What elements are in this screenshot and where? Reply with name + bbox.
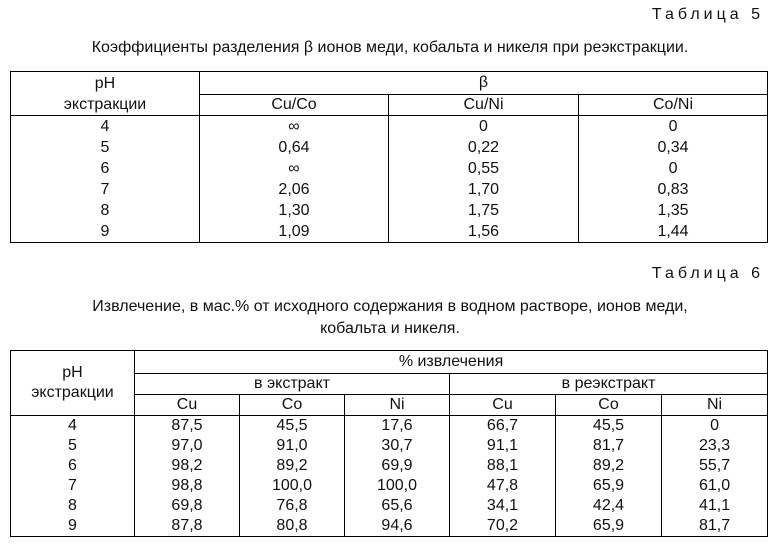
table5-cell: 1,44 — [579, 221, 768, 243]
table6-cell: 81,7 — [556, 436, 662, 456]
table6-cell: 42,4 — [556, 496, 662, 516]
table6-cell: 66,7 — [450, 416, 556, 437]
table5 — [10, 71, 768, 243]
table5-ph-header — [11, 72, 200, 116]
table6-cell: 17,6 — [345, 416, 450, 437]
table6-cell: 65,9 — [556, 516, 662, 537]
table6-caption-line2: кобальта и никеля. — [320, 320, 460, 337]
table6-cell: 87,8 — [135, 516, 240, 537]
table6-col-header: Cu — [135, 395, 240, 416]
table6-ph-header — [11, 351, 135, 416]
table6-cell: 45,5 — [240, 416, 345, 437]
table-row — [11, 158, 768, 179]
table6-cell: 98,8 — [135, 476, 240, 496]
table5-cell: 0,34 — [579, 137, 768, 158]
table5-cell: 0 — [389, 116, 579, 138]
table6-caption-line1: Извлечение, в мас.% от исходного содержания в водном растворе, ионов меди, — [92, 298, 688, 315]
table5-group-header: β — [200, 72, 768, 95]
table-row — [11, 496, 768, 516]
table-row — [11, 436, 768, 456]
table6-col-header: Ni — [662, 395, 768, 416]
table5-cell: 0,83 — [579, 179, 768, 200]
table6-cell: 98,2 — [135, 456, 240, 476]
table6-cell: 89,2 — [240, 456, 345, 476]
table6-cell: 0 — [662, 416, 768, 437]
table6-cell: 47,8 — [450, 476, 556, 496]
table6-cell: 97,0 — [135, 436, 240, 456]
table5-col-header: Cu/Ni — [389, 95, 579, 116]
table5-cell: 1,56 — [389, 221, 579, 243]
table5-cell: 1,75 — [389, 200, 579, 221]
table5-cell: 0 — [579, 116, 768, 138]
table6-cell: 81,7 — [662, 516, 768, 537]
table5-cell: 7 — [100, 181, 110, 198]
table6 — [10, 350, 768, 537]
table5-header-row — [11, 72, 768, 95]
table6-cell: 61,0 — [662, 476, 768, 496]
table6-cell: 41,1 — [662, 496, 768, 516]
table6-cell: 70,2 — [450, 516, 556, 537]
table6-cell: 9 — [68, 517, 77, 534]
table6-cell: 23,3 — [662, 436, 768, 456]
table6-cell: 87,5 — [135, 416, 240, 437]
table6-cell: 5 — [68, 437, 77, 454]
table-row — [11, 476, 768, 496]
table-row — [11, 137, 768, 158]
table6-header-row — [11, 351, 768, 374]
table6-cell: 94,6 — [345, 516, 450, 537]
table6-label: Таблица 6 — [651, 265, 764, 282]
table5-cell: 1,30 — [200, 200, 389, 221]
table-row — [11, 179, 768, 200]
table5-cell: 8 — [100, 202, 110, 219]
table6-cell: 34,1 — [450, 496, 556, 516]
table6-col-header: Co — [240, 395, 345, 416]
table6-cell: 6 — [68, 457, 77, 474]
table6-group-header: % извлечения — [135, 351, 768, 374]
table5-cell: 1,35 — [579, 200, 768, 221]
table6-ph-header-line2: экстракции — [31, 384, 114, 401]
table6-cell: 55,7 — [662, 456, 768, 476]
table6-cell: 7 — [68, 477, 77, 494]
table5-ph-header-line1: pH — [94, 74, 116, 92]
table5-cell: 9 — [100, 223, 110, 240]
table5-cell: 6 — [100, 160, 110, 177]
table5-cell: 1,09 — [200, 221, 389, 243]
table6-ph-header-line1: pH — [62, 364, 83, 381]
table5-cell: 2,06 — [200, 179, 389, 200]
table6-cell: 100,0 — [345, 476, 450, 496]
table5-cell: 0,22 — [389, 137, 579, 158]
table6-cell: 88,1 — [450, 456, 556, 476]
table6-cell: 91,0 — [240, 436, 345, 456]
table5-cell: ∞ — [200, 116, 389, 138]
table6-cell: 69,9 — [345, 456, 450, 476]
table5-cell: ∞ — [200, 158, 389, 179]
table6-cell: 4 — [68, 417, 77, 434]
table6-cell: 69,8 — [135, 496, 240, 516]
table-row — [11, 116, 768, 138]
table5-col-header: Co/Ni — [579, 95, 768, 116]
table5-cell: 0,64 — [200, 137, 389, 158]
table-row — [11, 200, 768, 221]
table5-caption: Коэффициенты разделения β ионов меди, кобальта и никеля при реэкстракции. — [91, 39, 689, 56]
table5-cell: 0 — [579, 158, 768, 179]
table5-label: Таблица 5 — [651, 6, 764, 23]
table6-cell: 65,9 — [556, 476, 662, 496]
table-row — [11, 516, 768, 537]
table5-col-header: Cu/Co — [200, 95, 389, 116]
table-row — [11, 456, 768, 476]
table-row — [11, 221, 768, 243]
table5-cell: 1,70 — [389, 179, 579, 200]
table6-cell: 76,8 — [240, 496, 345, 516]
table6-cell: 100,0 — [240, 476, 345, 496]
table6-cell: 89,2 — [556, 456, 662, 476]
table6-cell: 30,7 — [345, 436, 450, 456]
table6-col-header: Ni — [345, 395, 450, 416]
table6-cell: 65,6 — [345, 496, 450, 516]
table5-cell: 4 — [100, 118, 110, 135]
table-row — [11, 416, 768, 437]
table6-col-header: Cu — [450, 395, 556, 416]
table6-cell: 80,8 — [240, 516, 345, 537]
table6-subgroup-header: в реэкстракт — [450, 374, 768, 395]
table5-cell: 5 — [100, 139, 110, 156]
table5-ph-header-line2: экстракции — [63, 95, 147, 113]
table6-cell: 91,1 — [450, 436, 556, 456]
table6-cell: 45,5 — [556, 416, 662, 437]
table6-cell: 8 — [68, 497, 77, 514]
table6-subgroup-header: в экстракт — [135, 374, 450, 395]
table5-cell: 0,55 — [389, 158, 579, 179]
table6-col-header: Co — [556, 395, 662, 416]
